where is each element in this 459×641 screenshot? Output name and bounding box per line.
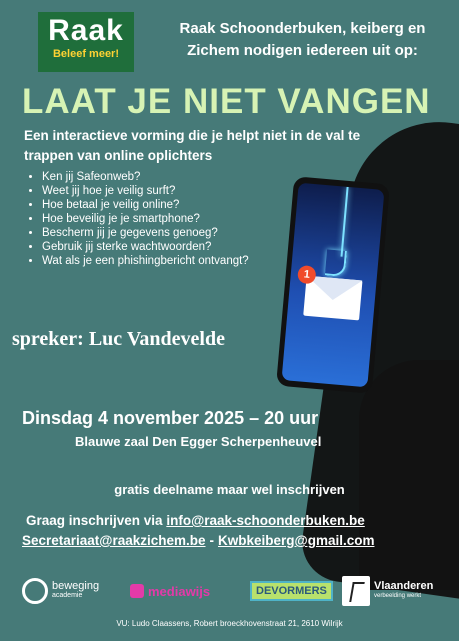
devormers-label: DEVORMERS xyxy=(250,581,333,601)
contact-line xyxy=(22,533,374,548)
vlaanderen-lion-icon xyxy=(342,576,370,606)
beweging-icon xyxy=(22,578,48,604)
event-subtitle xyxy=(24,126,444,166)
intro-line-1: Raak Schoonderbuken, keiberg en xyxy=(179,20,426,37)
fishing-hook-icon xyxy=(325,249,347,277)
email-link-secretariaat[interactable]: Secretariaat@raakzichem.be xyxy=(22,533,206,548)
topic-item: • Ken jij Safeonweb? xyxy=(42,170,277,184)
responsible-publisher: VU: Ludo Claassens, Robert broeckhovenstraat 21, 2610 Wilrijk xyxy=(116,619,343,628)
vlaanderen-label: Vlaanderen xyxy=(374,580,434,592)
person-arm xyxy=(359,360,459,590)
topic-item: • Hoe betaal je veilig online? xyxy=(42,198,277,212)
raak-logo-main: Raak xyxy=(48,14,124,47)
subtitle-line-1: Een interactieve vorming die je helpt niet in de val te xyxy=(24,128,361,143)
mediawijs-label: mediawijs xyxy=(148,583,211,599)
envelope-icon xyxy=(303,276,362,321)
topic-item: • Wat als je een phishingbericht ontvangt? xyxy=(42,254,277,268)
register-line xyxy=(26,513,365,528)
event-title: LAAT JE NIET VANGEN xyxy=(22,82,431,121)
raak-logo-sub: Beleef meer! xyxy=(52,48,120,60)
email-link-kwb[interactable]: Kwbkeiberg@gmail.com xyxy=(218,533,375,548)
event-date: Dinsdag 4 november 2025 – 20 uur xyxy=(22,408,319,428)
topic-item: • Gebruik jij sterke wachtwoorden? xyxy=(42,240,277,254)
email-link-info[interactable]: info@raak-schoonderbuken.be xyxy=(166,513,365,528)
intro-line-2: Zichem nodigen iedereen uit op: xyxy=(187,42,418,59)
raak-logo xyxy=(38,12,134,72)
fishing-line xyxy=(341,187,349,257)
vlaanderen-sub-label: verbeelding werkt xyxy=(374,593,422,599)
subtitle-line-2: trappen van online oplichters xyxy=(24,148,213,163)
mediawijs-logo xyxy=(130,575,210,607)
register-text: Graag inschrijven via xyxy=(26,513,163,528)
event-venue: Blauwe zaal Den Egger Scherpenheuvel xyxy=(75,434,322,449)
registration-note: gratis deelname maar wel inschrijven xyxy=(114,482,345,497)
vlaanderen-logo xyxy=(342,575,433,607)
topic-list xyxy=(28,170,277,268)
phone-screen xyxy=(282,183,385,388)
devormers-logo xyxy=(250,575,333,607)
academie-label: academie xyxy=(52,592,83,599)
mediawijs-icon xyxy=(130,584,144,598)
speaker: spreker: Luc Vandevelde xyxy=(12,328,225,350)
contact-separator: - xyxy=(209,533,215,548)
partner-logos xyxy=(20,575,440,607)
beweging-logo xyxy=(22,575,99,607)
notification-badge: 1 xyxy=(297,265,317,285)
topic-item: • Bescherm jij je gegevens genoeg? xyxy=(42,226,277,240)
topic-item: • Weet jij hoe je veilig surft? xyxy=(42,184,277,198)
beweging-label: beweging xyxy=(52,580,100,592)
topic-item: • Hoe beveilig je je smartphone? xyxy=(42,212,277,226)
intro-text xyxy=(160,18,445,62)
phone-icon xyxy=(276,176,390,394)
